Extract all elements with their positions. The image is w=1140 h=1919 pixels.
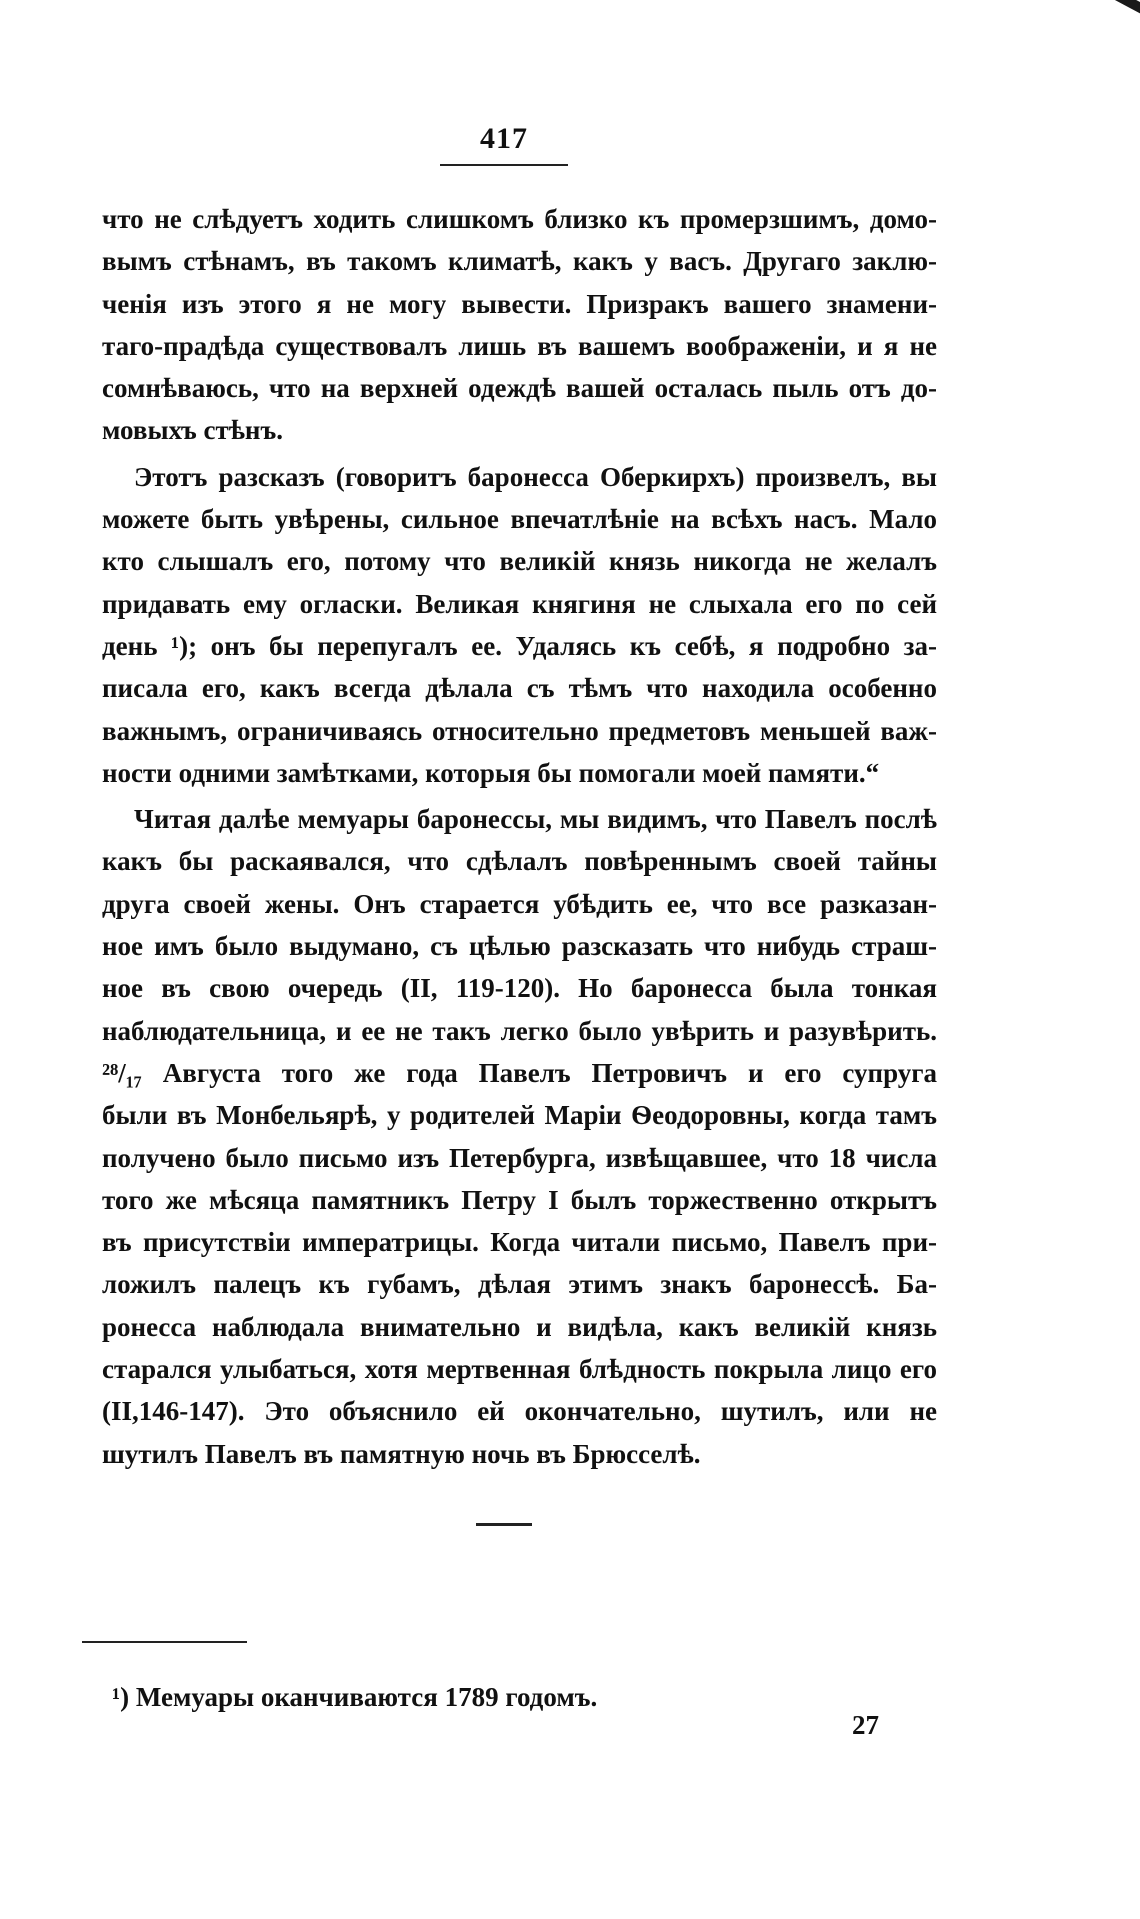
text-line: наблюдательница, и ее не такъ легко было увѣрить и разувѣрить.	[102, 1015, 937, 1046]
text-line: (II,146-147). Это объяснило ей окончательно, шутилъ, или не	[102, 1396, 937, 1427]
text-line: ронесса наблюдала внимательно и видѣла, какъ великій князь	[102, 1311, 937, 1342]
text-line: важнымъ, ограничиваясь относительно предметовъ меньшей важ-	[102, 715, 937, 746]
text-line: Этотъ разсказъ (говоритъ баронесса Оберкирхъ) произвелъ, вы	[134, 461, 937, 492]
text-line: старался улыбаться, хотя мертвенная блѣдность покрыла лицо его	[102, 1354, 937, 1385]
text-line: были въ Монбельярѣ, у родителей Маріи Ѳеодоровны, когда тамъ	[102, 1100, 937, 1131]
page-number: 417	[480, 122, 528, 155]
text-line: ности одними замѣтками, которыя бы помогали моей памяти.“	[102, 757, 880, 788]
text-line: ченія изъ этого я не могу вывести. Призракъ вашего знамени-	[102, 288, 937, 319]
text-line: того же мѣсяца памятникъ Петру I былъ торжественно открытъ	[102, 1184, 937, 1215]
signature-mark: 27	[852, 1710, 879, 1740]
text-line: можете быть увѣрены, сильное впечатлѣніе на всѣхъ насъ. Мало	[102, 504, 937, 535]
text-line: таго-прадѣда существовалъ лишь въ вашемъ воображеніи, и я не	[102, 330, 937, 361]
text-line: что не слѣдуетъ ходить слишкомъ близко къ промерзшимъ, домо-	[102, 204, 937, 234]
corner-scan-mark	[1059, 0, 1140, 17]
text-line: шутилъ Павелъ въ памятную ночь въ Брюсселѣ.	[102, 1438, 701, 1469]
text-line: сомнѣваюсь, что на верхней одеждѣ вашей осталась пыль отъ до-	[102, 373, 937, 404]
text-line: придавать ему огласки. Великая княгиня не слыхала его по сей	[102, 588, 937, 619]
text-line: ²⁸/₁₇ Августа того же года Павелъ Петровичъ и его супруга	[102, 1057, 937, 1088]
text-line: день ¹); онъ бы перепугалъ ее. Удалясь къ себѣ, я подробно за-	[102, 630, 937, 661]
text-line: ное имъ было выдумано, съ цѣлью разсказать что нибудь страш-	[102, 931, 937, 962]
section-end-rule	[476, 1523, 532, 1526]
text-line: въ присутствіи императрицы. Когда читали письмо, Павелъ при-	[102, 1227, 937, 1258]
text-line: какъ бы раскаявался, что сдѣлалъ повѣреннымъ своей тайны	[102, 846, 937, 877]
text-line: кто слышалъ его, потому что великій князь никогда не желалъ	[102, 546, 937, 577]
footnote-rule	[82, 1641, 247, 1643]
page-number-rule	[440, 164, 568, 166]
text-line: писала его, какъ всегда дѣлала съ тѣмъ что находила особенно	[102, 673, 937, 704]
text-line: ное въ свою очередь (II, 119-120). Но баронесса была тонкая	[102, 973, 937, 1004]
text-line: друга своей жены. Онъ старается убѣдить ее, что все разказан-	[102, 888, 937, 919]
text-line: вымъ стѣнамъ, въ такомъ климатѣ, какъ у васъ. Другаго заклю-	[102, 246, 937, 277]
text-line: Читая далѣе мемуары баронессы, мы видимъ, что Павелъ послѣ	[134, 804, 937, 835]
text-line: мовыхъ стѣнъ.	[102, 415, 283, 446]
text-line: получено было письмо изъ Петербурга, извѣщавшее, что 18 числа	[102, 1142, 937, 1173]
text-line: ложилъ палецъ къ губамъ, дѣлая этимъ знакъ баронессѣ. Ба-	[102, 1269, 937, 1300]
body-text	[102, 198, 937, 1475]
footnote: ¹) Мемуары оканчиваются 1789 годомъ.	[112, 1682, 598, 1712]
